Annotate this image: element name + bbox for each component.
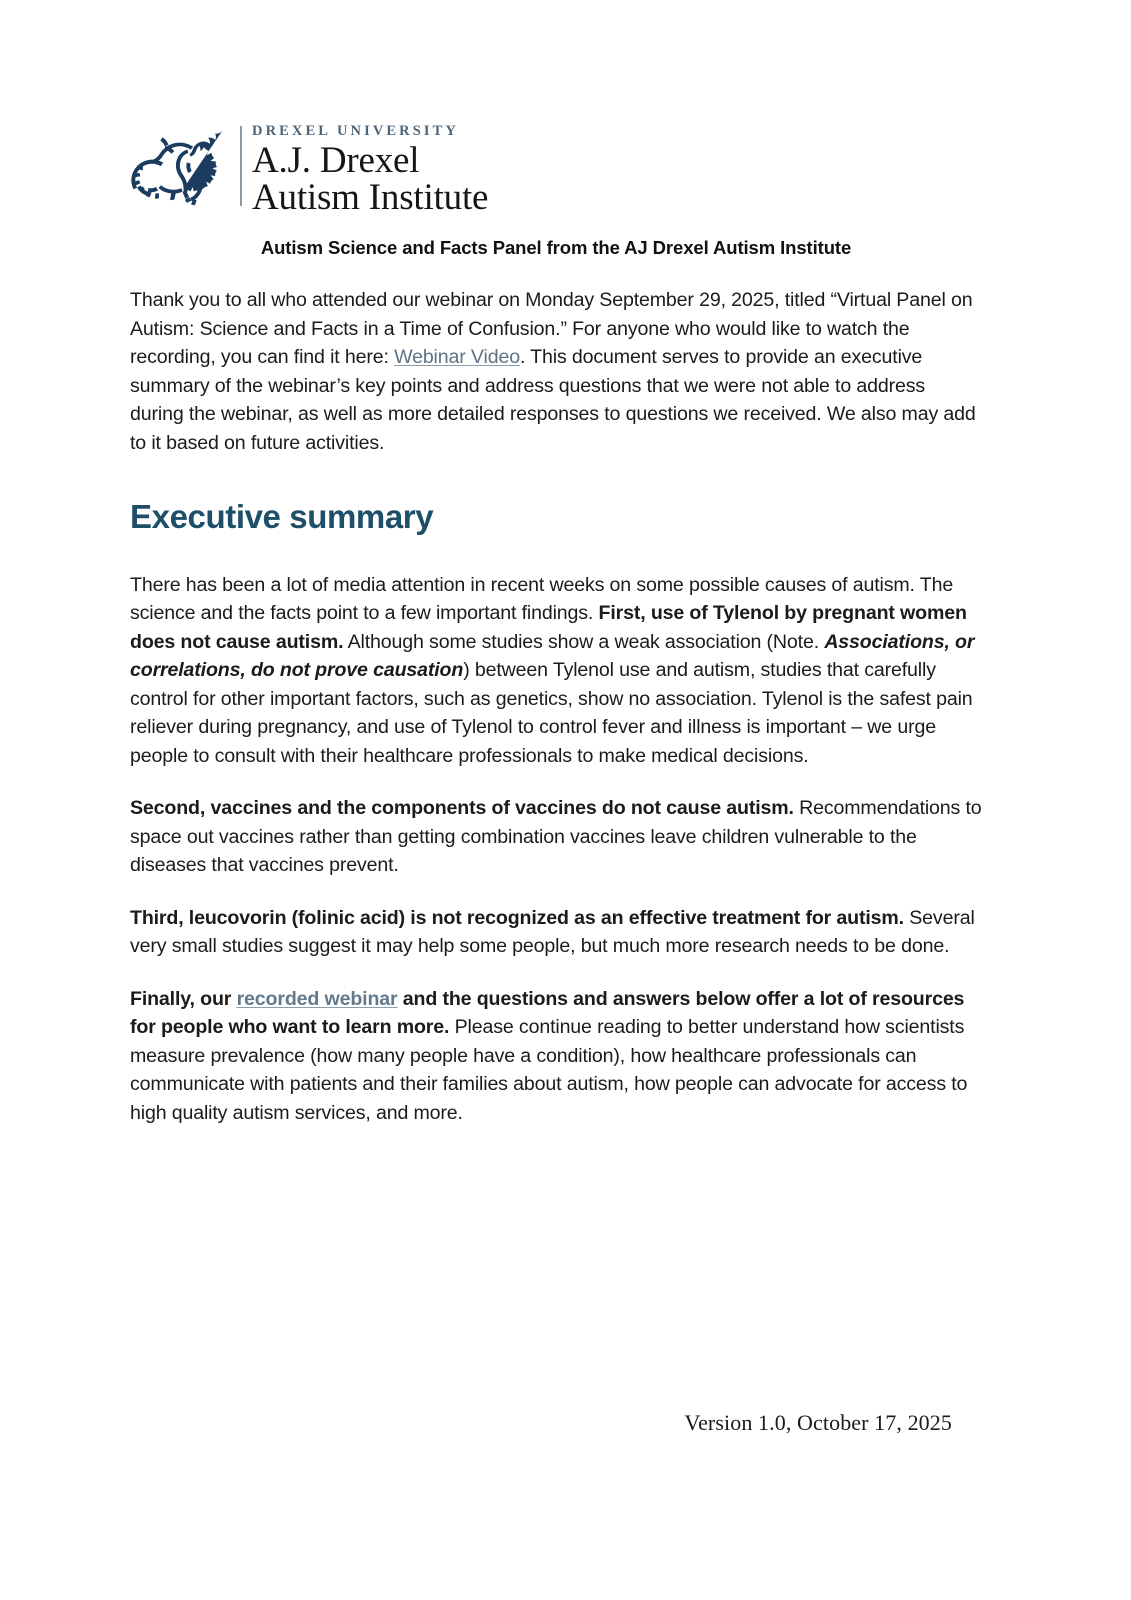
p1-bold-first-finding: First, use of Tylenol by pregnant women does not cause autism. [130,602,967,653]
webinar-video-link[interactable]: Webinar Video [394,346,520,369]
p1-bold-italic-note: Associations, or correlations, do not prove causation [130,630,975,682]
intro-paragraph [130,286,982,457]
paragraph-tylenol [130,571,982,771]
drexel-dragon-icon [130,122,238,218]
p1-run-5: ) between Tylenol use and autism, studies that carefully control for other important factors, such as genetics, show no association. Tylenol is the safest pain reliever during pregnancy, and use of Tylenol to control fever and illness is important – we urge people to consult with their healthcare professionals to make medical decisions. [130,659,973,767]
p1-run-1: There has been a lot of media attention in recent weeks on some possible causes of autism. The science and the facts point to a few important findings. [130,573,954,625]
paragraph-vaccines [130,794,982,880]
intro-text-part-2: . This document serves to provide an executive summary of the webinar’s key points and address questions that we were not able to address during the webinar, as well as more detailed responses to questions we received. We also may add to it based on future activities. [130,346,976,454]
p1-run-3: Although some studies show a weak association (Note. [343,630,825,653]
p4-run-3: Please continue reading to better understand how scientists measure prevalence (how many people have a condition), how healthcare professionals can communicate with patients and their families about autism, how people can advocate for access to high quality autism services, and more. [130,1016,968,1124]
logo-name-line-1: A.J. Drexel [252,139,420,181]
document-body [130,236,982,1127]
logo-divider [240,126,242,206]
logo-wordmark [252,118,488,218]
p4-bold-run-2: and the questions and answers below offer a lot of resources for people who want to learn more. [130,987,965,1039]
p3-bold-third-finding: Third, leucovorin (folinic acid) is not recognized as an effective treatment for autism. [130,906,904,929]
recorded-webinar-link[interactable]: recorded webinar [236,987,398,1010]
drexel-autism-institute-logo [130,118,488,218]
paragraph-resources [130,985,982,1128]
document-footer-version: Version 1.0, October 17, 2025 [684,1410,952,1435]
logo-university-line: DREXEL UNIVERSITY [252,123,460,139]
paragraph-leucovorin [130,904,982,961]
p4-bold-finally: Finally, our [130,987,237,1010]
p3-run-2: Several very small studies suggest it may help some people, but much more research needs to be done. [130,906,975,958]
p2-run-2: Recommendations to space out vaccines rather than getting combination vaccines leave children vulnerable to the diseases that vaccines prevent. [130,797,982,877]
logo-name-line-2: Autism Institute [252,177,489,219]
page-title: Autism Science and Facts Panel from the AJ Drexel Autism Institute [260,237,852,258]
section-heading-executive-summary: Executive summary [130,498,434,536]
p2-bold-second-finding: Second, vaccines and the components of vaccines do not cause autism. [130,797,794,820]
intro-text-part-1: Thank you to all who attended our webinar on Monday September 29, 2025, titled “Virtual Panel on Autism: Science and Facts in a Time of Confusion.” For anyone who would like to watch the recording, you can find it here: [130,289,973,369]
